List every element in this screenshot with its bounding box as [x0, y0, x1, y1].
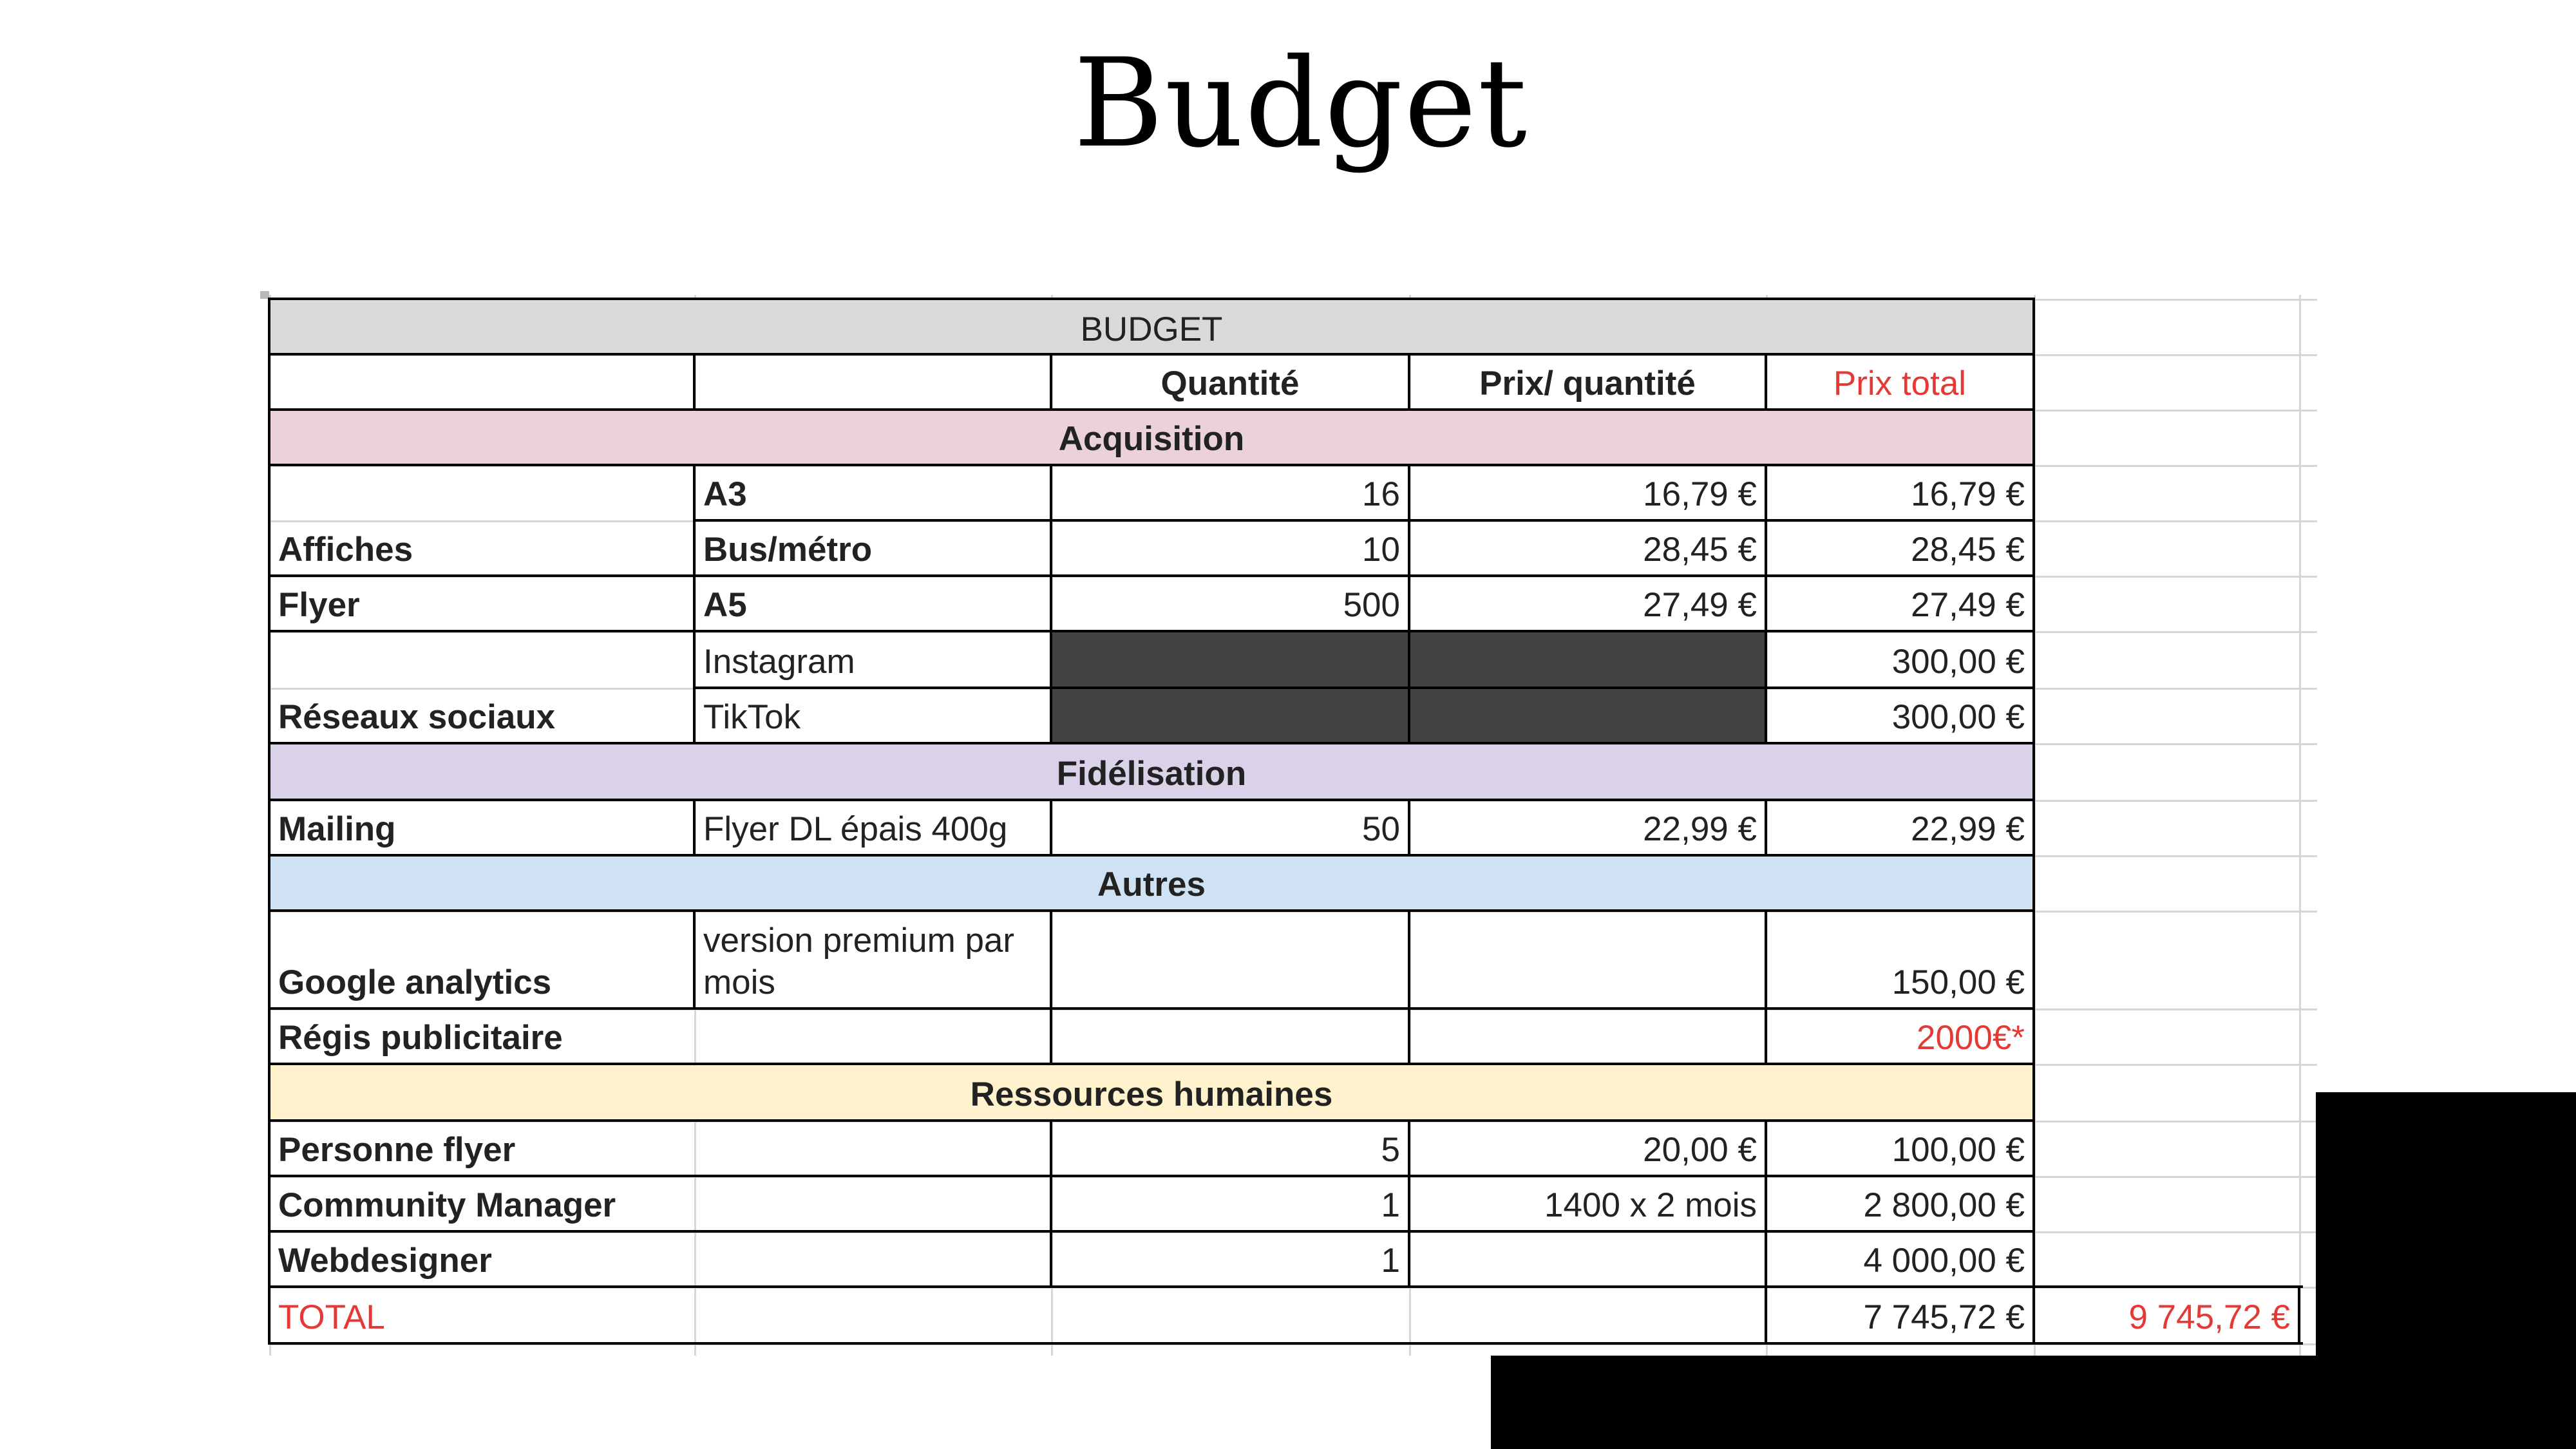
budget-title-cell[interactable]: BUDGET [269, 299, 2034, 355]
table-border [1765, 353, 1767, 410]
row-label-regis-publicitaire[interactable]: Régis publicitaire [278, 1019, 563, 1057]
empty-cell[interactable] [1409, 1009, 1766, 1064]
table-border [1765, 799, 1767, 855]
table-border [1408, 1007, 1410, 1064]
table-border [1050, 909, 1052, 1009]
table-border [2298, 1285, 2300, 1345]
table-border [1050, 353, 1052, 410]
table-border [1765, 1285, 1767, 1345]
table-border [269, 574, 2035, 577]
table-border [693, 464, 696, 743]
table-border [269, 909, 2035, 912]
row-label-google-analytics[interactable]: Google analytics [278, 963, 552, 1002]
gridline [2299, 295, 2301, 1356]
qty-personne-flyer[interactable]: 5 [1381, 1131, 1400, 1170]
sub-a3[interactable]: A3 [703, 475, 747, 514]
table-border [694, 519, 2035, 522]
qty-mailing[interactable]: 50 [1362, 810, 1400, 849]
total-google-analytics[interactable]: 150,00 € [1891, 963, 2025, 1002]
table-border [269, 742, 2035, 744]
table-border [269, 1342, 2303, 1345]
row-label-mailing[interactable]: Mailing [278, 810, 396, 849]
table-border [269, 1175, 2035, 1177]
page-title: Budget [1073, 32, 1529, 175]
table-border [269, 1119, 2035, 1122]
table-border [1408, 464, 1410, 743]
table-border [1765, 1119, 1767, 1287]
decorative-black-bar [1491, 1356, 2576, 1449]
unit-price-personne-flyer[interactable]: 20,00 € [1643, 1131, 1757, 1170]
qty-bus-metro[interactable]: 10 [1362, 531, 1400, 569]
table-border [1050, 1119, 1052, 1287]
table-border [1408, 353, 1410, 410]
dark-cell[interactable] [1051, 631, 1409, 688]
table-border [1765, 464, 1767, 743]
total-value[interactable]: 7 745,72 € [1863, 1298, 2025, 1337]
table-border [693, 799, 696, 855]
table-border [269, 1230, 2035, 1233]
unit-price-mailing[interactable]: 22,99 € [1643, 810, 1757, 849]
header-prix-quantite[interactable]: Prix/ quantité [1479, 365, 1696, 403]
section-acquisition[interactable]: Acquisition [269, 410, 2034, 465]
row-label-reseaux-sociaux[interactable]: Réseaux sociaux [278, 698, 556, 737]
sub-flyer-dl[interactable]: Flyer DL épais 400g [703, 810, 1008, 849]
row-label-personne-flyer[interactable]: Personne flyer [278, 1131, 516, 1170]
total-personne-flyer[interactable]: 100,00 € [1891, 1131, 2025, 1170]
table-border [693, 353, 696, 410]
table-border [1408, 799, 1410, 855]
table-border [269, 799, 2035, 801]
sub-bus-metro[interactable]: Bus/métro [703, 531, 873, 569]
total-regis-publicitaire[interactable]: 2000€* [1916, 1019, 2025, 1057]
table-border [1408, 1119, 1410, 1287]
empty-cell[interactable] [1051, 1009, 1409, 1064]
table-border [269, 298, 2035, 300]
dark-cell[interactable] [1409, 631, 1766, 688]
table-border [693, 909, 696, 1009]
table-border [269, 1063, 2035, 1065]
dark-cell[interactable] [1409, 688, 1766, 743]
row-label-flyer[interactable]: Flyer [278, 586, 360, 625]
sub-tiktok[interactable]: TikTok [703, 698, 801, 737]
header-prix-total[interactable]: Prix total [1833, 365, 1967, 403]
unit-price-flyer[interactable]: 27,49 € [1643, 586, 1757, 625]
total-webdesigner[interactable]: 4 000,00 € [1863, 1242, 2025, 1280]
row-label-community-manager[interactable]: Community Manager [278, 1186, 616, 1225]
table-border [1408, 909, 1410, 1009]
table-border [1765, 1007, 1767, 1064]
table-border [1765, 909, 1767, 1009]
table-border [268, 298, 270, 1345]
total-flyer[interactable]: 27,49 € [1911, 586, 2025, 625]
table-border [1050, 1007, 1052, 1064]
total-label[interactable]: TOTAL [278, 1298, 385, 1337]
total-instagram[interactable]: 300,00 € [1891, 643, 2025, 681]
total-tiktok[interactable]: 300,00 € [1891, 698, 2025, 737]
empty-cell[interactable] [269, 354, 694, 410]
sub-version-premium[interactable]: version premium par mois [703, 922, 1015, 1001]
unit-price-bus-metro[interactable]: 28,45 € [1643, 531, 1757, 569]
row-label-affiches[interactable]: Affiches [278, 531, 413, 569]
section-ressources-humaines[interactable]: Ressources humaines [269, 1064, 2034, 1121]
table-border [269, 353, 2035, 355]
row-label-webdesigner[interactable]: Webdesigner [278, 1242, 492, 1280]
empty-cell[interactable] [1051, 911, 1409, 1009]
table-border [269, 1007, 2035, 1010]
dark-cell[interactable] [1051, 688, 1409, 743]
table-border [269, 1285, 2303, 1288]
grand-total-value[interactable]: 9 745,72 € [2128, 1298, 2290, 1337]
section-autres[interactable]: Autres [269, 855, 2034, 911]
table-border [1050, 464, 1052, 743]
total-a3[interactable]: 16,79 € [1911, 475, 2025, 514]
empty-cell[interactable] [1409, 1231, 1766, 1287]
table-border [1050, 799, 1052, 855]
table-border [269, 464, 2035, 466]
qty-webdesigner[interactable]: 1 [1381, 1242, 1400, 1280]
table-border [694, 687, 2035, 689]
sub-instagram[interactable]: Instagram [703, 643, 855, 681]
table-border [269, 630, 2035, 632]
total-bus-metro[interactable]: 28,45 € [1911, 531, 2025, 569]
header-quantite[interactable]: Quantité [1160, 365, 1300, 403]
table-border [2032, 298, 2035, 1345]
unit-price-community-manager[interactable]: 1400 x 2 mois [1544, 1186, 1757, 1225]
unit-price-a3[interactable]: 16,79 € [1643, 475, 1757, 514]
section-fidelisation[interactable]: Fidélisation [269, 743, 2034, 800]
qty-community-manager[interactable]: 1 [1381, 1186, 1400, 1225]
qty-flyer[interactable]: 500 [1343, 586, 1400, 625]
table-border [269, 408, 2035, 411]
total-community-manager[interactable]: 2 800,00 € [1863, 1186, 2025, 1225]
total-mailing[interactable]: 22,99 € [1911, 810, 2025, 849]
empty-cell[interactable] [1409, 911, 1766, 1009]
table-border [269, 854, 2035, 857]
qty-a3[interactable]: 16 [1362, 475, 1400, 514]
sub-a5[interactable]: A5 [703, 586, 747, 625]
empty-cell[interactable] [694, 354, 1051, 410]
